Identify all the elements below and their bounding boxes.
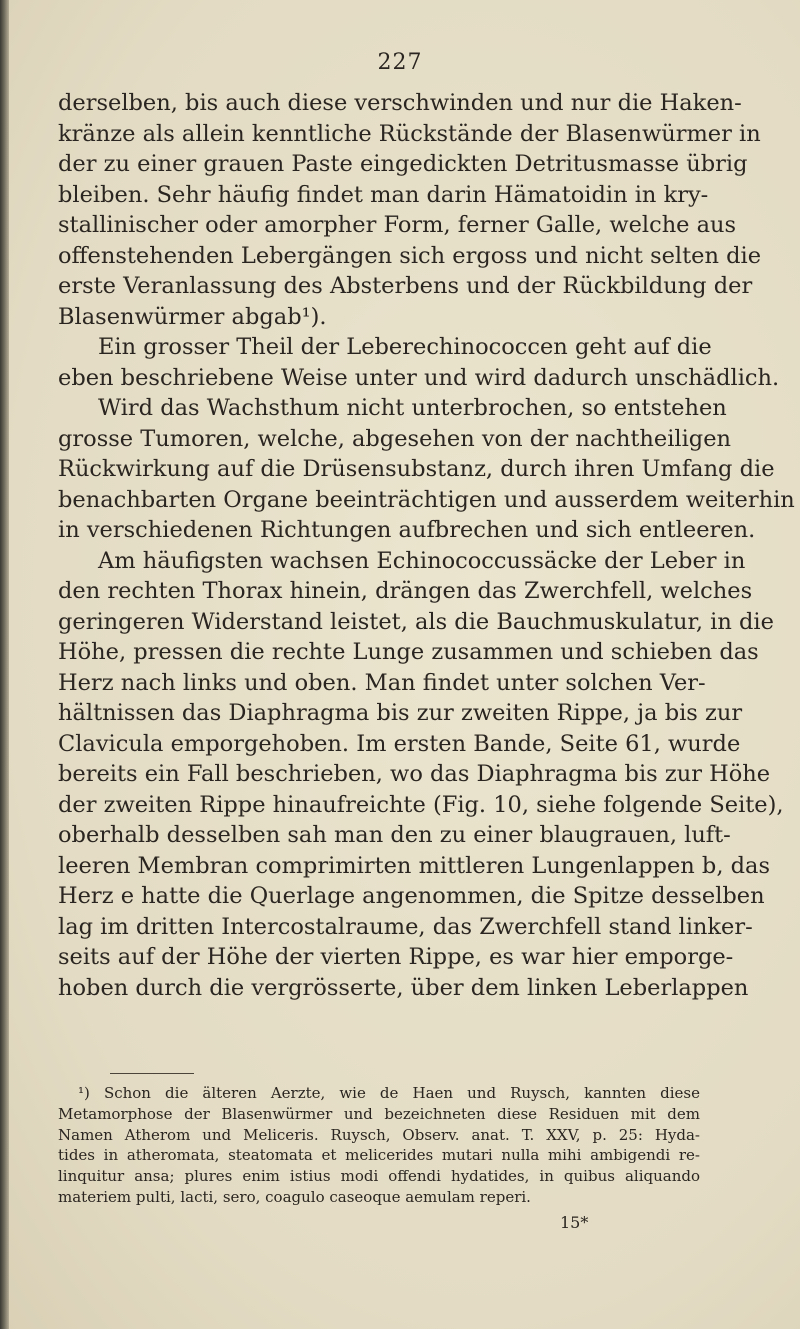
text-line: Am häufigsten wachsen Echinococcussäcke der Leber in [98, 547, 746, 574]
text-line: den rechten Thorax hinein, drängen das Zwerchfell, welches [58, 578, 753, 604]
text-line: geringeren Widerstand leistet, als die Bauchmuskulatur, in die [58, 608, 774, 635]
text-line: hältnissen das Diaphragma bis zur zweiten Rippe, ja bis zur [58, 700, 743, 726]
text-line: Blasenwürmer abgab¹). [58, 303, 327, 330]
text-line: in verschiedenen Richtungen aufbrechen und sich entleeren. [58, 517, 756, 543]
footnote-line: linquitur ansa; plures enim istius modi offendi hydatides, in quibus aliquando [58, 1167, 700, 1186]
text-line: oberhalb desselben sah man den zu einer blaugrauen, luft- [58, 822, 731, 848]
text-line: Herz e hatte die Querlage angenommen, die Spitze desselben [58, 883, 765, 909]
text-line: bereits ein Fall beschrieben, wo das Diaphragma bis zur Höhe [58, 761, 771, 787]
text-line: erste Veranlassung des Absterbens und der Rückbildung der [58, 273, 753, 299]
text-line: benachbarten Organe beeinträchtigen und ausserdem weiterhin [58, 486, 795, 513]
text-line: Clavicula emporgehoben. Im ersten Bande, Seite 61, wurde [58, 730, 741, 757]
footnote-line: Namen Atherom und Meliceris. Ruysch, Observ. anat. T. XXV, p. 25: Hyda- [58, 1125, 700, 1144]
text-line: der zweiten Rippe hinaufreichte (Fig. 10, siehe folgende Seite), [58, 791, 784, 818]
binding-edge [0, 0, 9, 1329]
page-number: 227 [377, 50, 423, 75]
printer-signature: 15* [560, 1213, 589, 1232]
text-line: Höhe, pressen die rechte Lunge zusammen und schieben das [58, 639, 759, 665]
footnote-divider [110, 1073, 194, 1074]
footnote-line: ¹) Schon die älteren Aerzte, wie de Haen und Ruysch, kannten diese [78, 1084, 700, 1102]
text-line: lag im dritten Intercostalraume, das Zwerchfell stand linker- [58, 913, 753, 940]
text-line: leeren Membran comprimirten mittleren Lungenlappen b, das [58, 852, 770, 879]
text-line: kränze als allein kenntliche Rückstände der Blasenwürmer in [58, 120, 761, 147]
text-line: eben beschriebene Weise unter und wird dadurch unschädlich. [58, 364, 780, 391]
text-line: Herz nach links und oben. Man findet unter solchen Ver- [58, 669, 706, 696]
footnote-line: Metamorphose der Blasenwürmer und bezeichneten diese Residuen mit dem [58, 1104, 700, 1123]
text-line: grosse Tumoren, welche, abgesehen von der nachtheiligen [58, 425, 732, 452]
text-line: offenstehenden Lebergängen sich ergoss und nicht selten die [58, 242, 762, 269]
text-line: seits auf der Höhe der vierten Rippe, es war hier emporge- [58, 944, 734, 970]
text-line: derselben, bis auch diese verschwinden und nur die Haken- [58, 90, 742, 116]
footnote-line: tides in atheromata, steatomata et melicerides mutari nulla mihi ambigendi re- [58, 1146, 700, 1165]
text-line: stallinischer oder amorpher Form, ferner Galle, welche aus [58, 212, 737, 238]
text-line: der zu einer grauen Paste eingedickten Detritusmasse übrig [58, 151, 748, 177]
body-text [58, 88, 795, 1003]
text-line: Wird das Wachsthum nicht unterbrochen, so entstehen [98, 395, 727, 421]
text-line: Ein grosser Theil der Leberechinococcen geht auf die [98, 334, 712, 360]
footnote [58, 1083, 700, 1208]
text-line: hoben durch die vergrösserte, über dem linken Leberlappen [58, 974, 749, 1001]
footnote-line: materiem pulti, lacti, sero, coagulo caseoque aemulam reperi. [58, 1187, 531, 1206]
text-line: bleiben. Sehr häufig findet man darin Hämatoidin in kry- [58, 181, 709, 208]
text-line: Rückwirkung auf die Drüsensubstanz, durch ihren Umfang die [58, 456, 775, 482]
